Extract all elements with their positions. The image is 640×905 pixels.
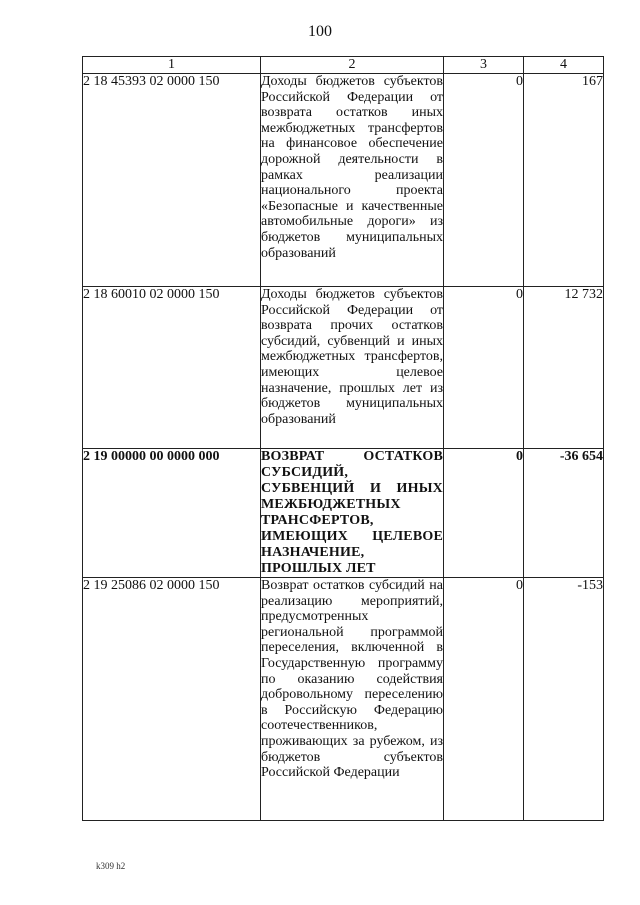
budget-code-cell: 2 19 00000 00 0000 000 — [83, 449, 261, 578]
description-cell: Возврат остатков субсидий на реализацию мероприятий, предусмотренных региональной программой переселения, включенной в Государственную программу по оказанию содействия добровольному переселению в Российскую Федерацию соотечественников, проживающих за рубежом, из бюджетов субъектов Российской Федерации — [261, 578, 444, 821]
value-col4-cell: -36 654 — [524, 449, 604, 578]
table-row — [83, 287, 604, 449]
table-row-section-total — [83, 449, 604, 578]
column-header-4: 4 — [524, 57, 604, 74]
value-col4-cell: -153 — [524, 578, 604, 821]
value-col3-cell: 0 — [444, 287, 524, 449]
document-footer-code: k309 h2 — [96, 861, 126, 871]
table-header-row — [83, 57, 604, 74]
page-number: 100 — [308, 23, 332, 40]
description-cell: Доходы бюджетов субъектов Российской Федерации от возврата остатков иных межбюджетных трансфертов на финансовое обеспечение дорожной деятельности в рамках реализации национального проекта «Безопасные и качественные автомобильные дороги» из бюджетов муниципальных образований — [261, 74, 444, 287]
column-header-2: 2 — [261, 57, 444, 74]
value-col3-cell: 0 — [444, 449, 524, 578]
description-cell: ВОЗВРАТ ОСТАТКОВ СУБСИДИЙ, СУБВЕНЦИЙ И ИНЫХ МЕЖБЮДЖЕТНЫХ ТРАНСФЕРТОВ, ИМЕЮЩИХ ЦЕЛЕВОЕ НАЗНАЧЕНИЕ, ПРОШЛЫХ ЛЕТ — [261, 449, 443, 576]
value-col3-cell: 0 — [444, 578, 524, 821]
column-header-3: 3 — [444, 57, 524, 74]
value-col4-cell: 12 732 — [524, 287, 604, 449]
budget-table — [82, 56, 604, 821]
description-cell: Доходы бюджетов субъектов Российской Федерации от возврата прочих остатков субсидий, субвенций и иных межбюджетных трансфертов, имеющих целевое назначение, прошлых лет из бюджетов муниципальных образований — [261, 287, 444, 449]
budget-code-cell: 2 19 25086 02 0000 150 — [83, 578, 261, 821]
table-row — [83, 74, 604, 287]
budget-code-cell: 2 18 45393 02 0000 150 — [83, 74, 261, 287]
table-row — [83, 578, 604, 821]
value-col4-cell: 167 — [524, 74, 604, 287]
value-col3-cell: 0 — [444, 74, 524, 287]
budget-code-cell: 2 18 60010 02 0000 150 — [83, 287, 261, 449]
column-header-1: 1 — [83, 57, 261, 74]
